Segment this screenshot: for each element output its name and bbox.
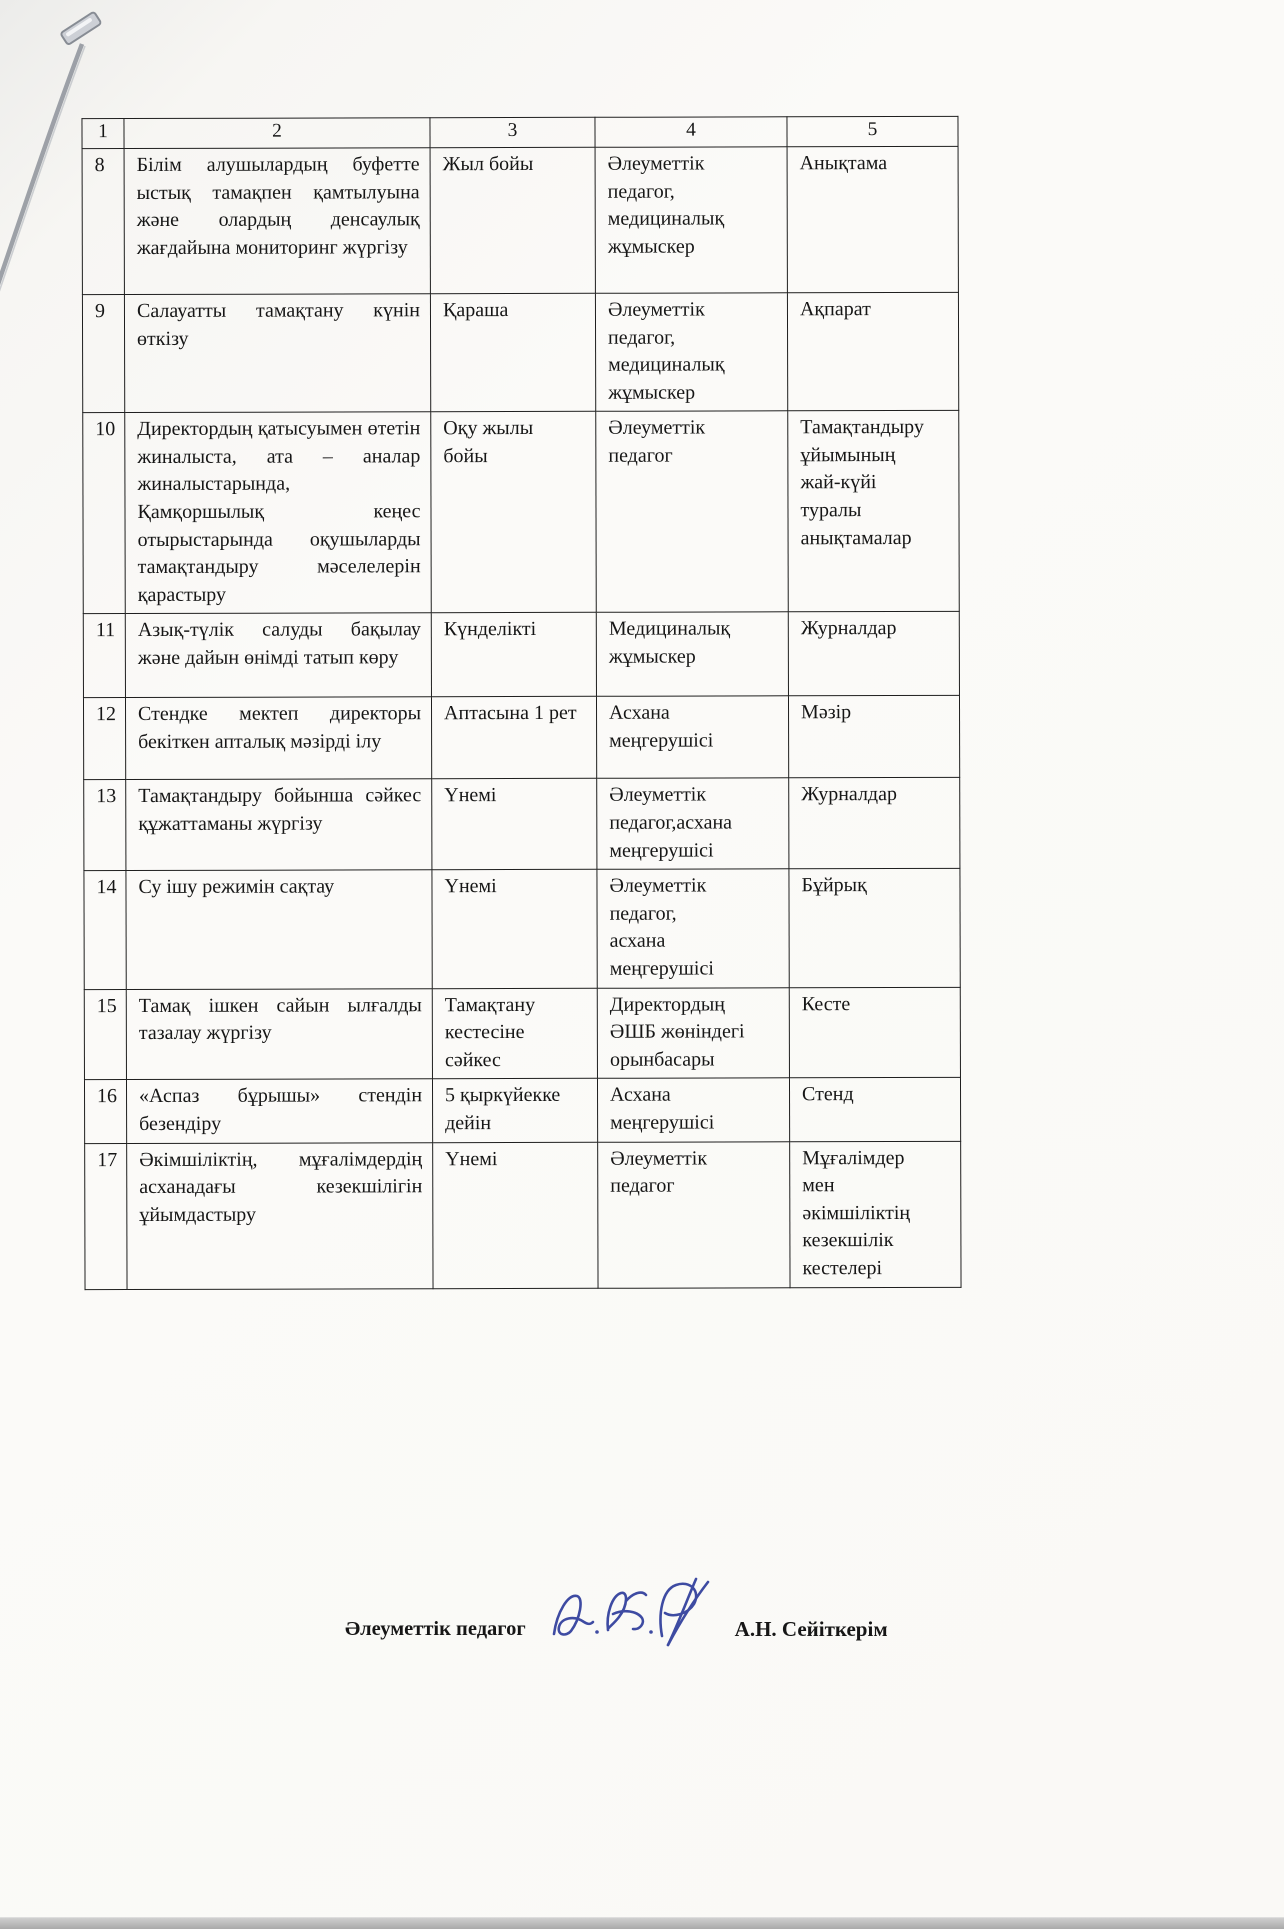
activity-cell: Директордың қатысуымен өтетін жиналыста, ата – аналар жиналыстарында, Қамқоршылық кеңес отырыстарында оқушыларды тамақтандыру мәселелерін қарастыру	[125, 412, 432, 614]
result-cell: Бұйрық	[789, 869, 960, 988]
responsible-cell: Медициналық жұмыскер	[596, 612, 788, 697]
activity-cell: Стендке мектеп директоры бекіткен апталық мәзірді ілу	[125, 697, 431, 780]
period-cell: Жыл бойы	[430, 147, 595, 293]
result-cell: Журналдар	[789, 778, 960, 869]
result-cell: Анықтама	[787, 146, 958, 292]
responsible-cell: Әлеуметтік педагог,асхана меңгерушісі	[597, 778, 789, 869]
row-number: 9	[82, 294, 124, 412]
result-cell: Журналдар	[788, 612, 959, 696]
period-cell: Қараша	[430, 293, 595, 412]
activity-cell: Тамақ ішкен сайын ылғалды тазалау жүргізу	[126, 988, 432, 1080]
row-number: 8	[82, 148, 124, 294]
responsible-cell: Әлеуметтік педагог, асхана меңгерушісі	[597, 869, 789, 988]
result-cell: Мәзір	[788, 696, 959, 778]
row-number: 16	[84, 1080, 126, 1143]
period-cell: Үнемі	[432, 870, 597, 989]
row-number: 15	[84, 989, 126, 1080]
plan-table	[81, 116, 961, 1290]
table-row	[84, 987, 960, 1080]
activity-cell: Су ішу режимін сақтау	[126, 870, 432, 989]
period-cell: Аптасына 1 рет	[431, 697, 596, 779]
signature-name: А.Н. Сейіткерім	[734, 1616, 888, 1641]
result-cell: Кесте	[789, 987, 960, 1078]
period-cell: Үнемі	[433, 1142, 598, 1288]
activity-cell: Әкімшіліктің, мұғалімдердің асханадағы кезекшілігін ұйымдастыру	[127, 1142, 433, 1289]
result-cell: Мұғалімдер мен әкімшіліктің кезекшілік кестелері	[790, 1141, 961, 1287]
responsible-cell: Асхана меңгерушісі	[597, 1078, 789, 1142]
activity-cell: Білім алушылардың буфетте ыстық тамақпен қамтылуына және олардың денсаулық жағдайына мониторинг жүргізу	[124, 148, 430, 295]
row-number: 10	[83, 413, 126, 614]
table-row	[83, 411, 960, 614]
header-col-3: 3	[430, 117, 595, 147]
header-col-5: 5	[787, 116, 958, 146]
signature-block	[345, 1596, 1045, 1662]
row-number: 14	[84, 871, 126, 989]
row-number: 17	[85, 1143, 127, 1289]
table-row	[84, 1078, 960, 1143]
period-cell: Оқу жылы бойы	[431, 412, 597, 614]
table-row	[84, 778, 960, 871]
header-col-2: 2	[124, 118, 430, 149]
table-row	[82, 292, 958, 413]
row-number: 13	[84, 780, 126, 871]
row-number: 11	[83, 614, 125, 698]
responsible-cell: Әлеуметтік педагог, медициналық жұмыскер	[595, 293, 787, 412]
result-cell: Ақпарат	[787, 292, 958, 411]
table-row	[85, 1141, 961, 1289]
activity-cell: Салауатты тамақтану күнін өткізу	[124, 294, 430, 413]
period-cell: 5 қыркүйекке дейін	[432, 1079, 597, 1143]
responsible-cell: Әлеуметтік педагог	[598, 1141, 790, 1287]
signature-role-label: Әлеуметтік педагог	[345, 1617, 526, 1640]
activity-cell: «Аспаз бұрышы» стендін безендіру	[126, 1079, 432, 1143]
header-col-1: 1	[82, 119, 124, 149]
responsible-cell: Әлеуметтік педагог, медициналық жұмыскер	[595, 147, 787, 294]
responsible-cell: Әлеуметтік педагог	[596, 411, 789, 613]
result-cell: Тамақтандыру ұйымының жай-күйі туралы анықтамалар	[788, 411, 960, 613]
period-cell: Тамақтану кестесіне сәйкес	[432, 988, 597, 1079]
table-row	[82, 146, 958, 294]
period-cell: Үнемі	[432, 779, 597, 870]
table-header-row	[82, 116, 958, 148]
header-col-4: 4	[595, 117, 787, 147]
table-row	[83, 612, 959, 698]
table-row	[84, 869, 960, 990]
responsible-cell: Асхана меңгерушісі	[596, 696, 788, 779]
scan-edge	[0, 1917, 1284, 1929]
activity-cell: Тамақтандыру бойынша сәйкес құжаттаманы жүргізу	[126, 779, 432, 871]
result-cell: Стенд	[789, 1078, 960, 1142]
period-cell: Күнделікті	[431, 613, 596, 697]
handwritten-signature	[540, 1570, 715, 1662]
table-row	[83, 696, 959, 780]
activity-cell: Азық-түлік салуды бақылау және дайын өнімді татып көру	[125, 613, 431, 698]
row-number: 12	[83, 698, 125, 780]
responsible-cell: Директордың ӘШБ жөніндегі орынбасары	[597, 987, 789, 1078]
